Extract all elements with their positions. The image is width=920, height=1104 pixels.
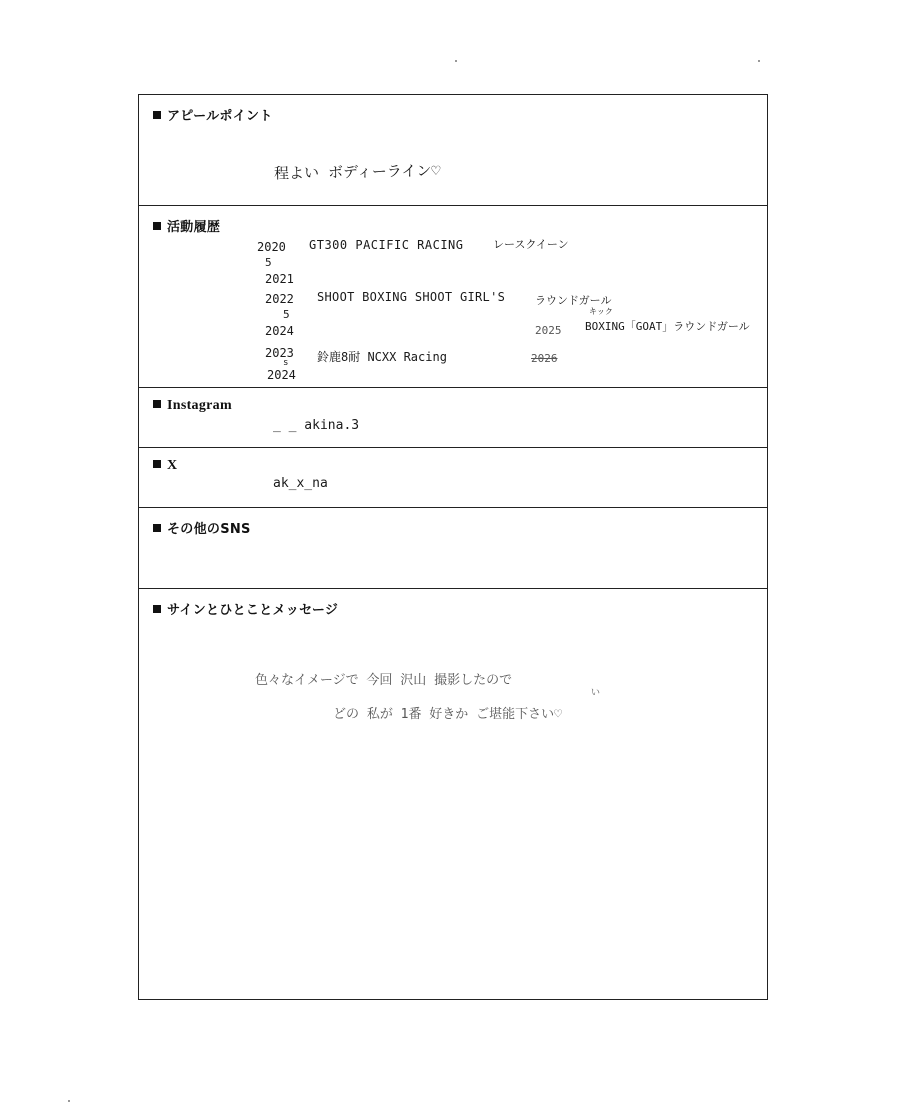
- history-entry-text: GT300 PACIFIC RACING: [309, 238, 464, 252]
- history-entry-role: ラウンドガール: [535, 294, 612, 307]
- history-year: 2022: [265, 292, 294, 306]
- history-side-year: 2025: [535, 324, 562, 337]
- speck: [455, 60, 457, 62]
- history-section: [139, 206, 767, 388]
- appeal-text: 程よい ボディーライン♡: [273, 161, 441, 183]
- history-year-separator: 5: [283, 308, 290, 321]
- history-year: 2024: [265, 324, 294, 338]
- history-heading: 活動履歴: [153, 216, 220, 235]
- history-year-separator: 5: [265, 256, 272, 269]
- square-bullet-icon: [153, 400, 161, 408]
- square-bullet-icon: [153, 460, 161, 468]
- appeal-section: [139, 95, 767, 206]
- history-side-text: BOXING「GOAT」ラウンドガール: [585, 320, 750, 333]
- profile-sheet: [138, 94, 768, 1000]
- other-sns-heading: その他のSNS: [153, 518, 251, 537]
- x-heading: X: [153, 458, 177, 474]
- message-heading: サインとひとことメッセージ: [153, 599, 338, 618]
- history-entry-text: SHOOT BOXING SHOOT GIRL'S: [317, 290, 506, 304]
- history-side-year-struck: 2026: [531, 352, 558, 365]
- square-bullet-icon: [153, 605, 161, 613]
- history-year: 2020: [257, 240, 286, 254]
- speck: [758, 60, 760, 62]
- message-mark: い: [591, 688, 601, 698]
- history-entry-role: レースクイーン: [493, 238, 569, 251]
- x-section: [139, 448, 767, 508]
- history-year: 2023: [265, 346, 294, 360]
- square-bullet-icon: [153, 111, 161, 119]
- instagram-heading: Instagram: [153, 398, 232, 414]
- history-year-separator: s: [283, 358, 289, 368]
- history-year: 2021: [265, 272, 294, 286]
- message-line: どの 私が 1番 好きか ご堪能下さい♡: [333, 707, 562, 722]
- instagram-section: [139, 388, 767, 448]
- other-sns-section: [139, 508, 767, 589]
- appeal-heading: アピールポイント: [153, 105, 273, 124]
- square-bullet-icon: [153, 222, 161, 230]
- square-bullet-icon: [153, 524, 161, 532]
- speck: [68, 1100, 70, 1102]
- history-side-note: キック: [589, 307, 613, 316]
- x-handle: ak_x_na: [273, 476, 328, 491]
- history-entry-text: 鈴鹿8耐 NCXX Racing: [317, 350, 447, 364]
- history-year: 2024: [267, 368, 296, 382]
- message-line: 色々なイメージで 今回 沢山 撮影したので: [255, 673, 513, 688]
- message-section: [139, 589, 767, 999]
- instagram-handle: _ _ akina.3: [273, 418, 360, 433]
